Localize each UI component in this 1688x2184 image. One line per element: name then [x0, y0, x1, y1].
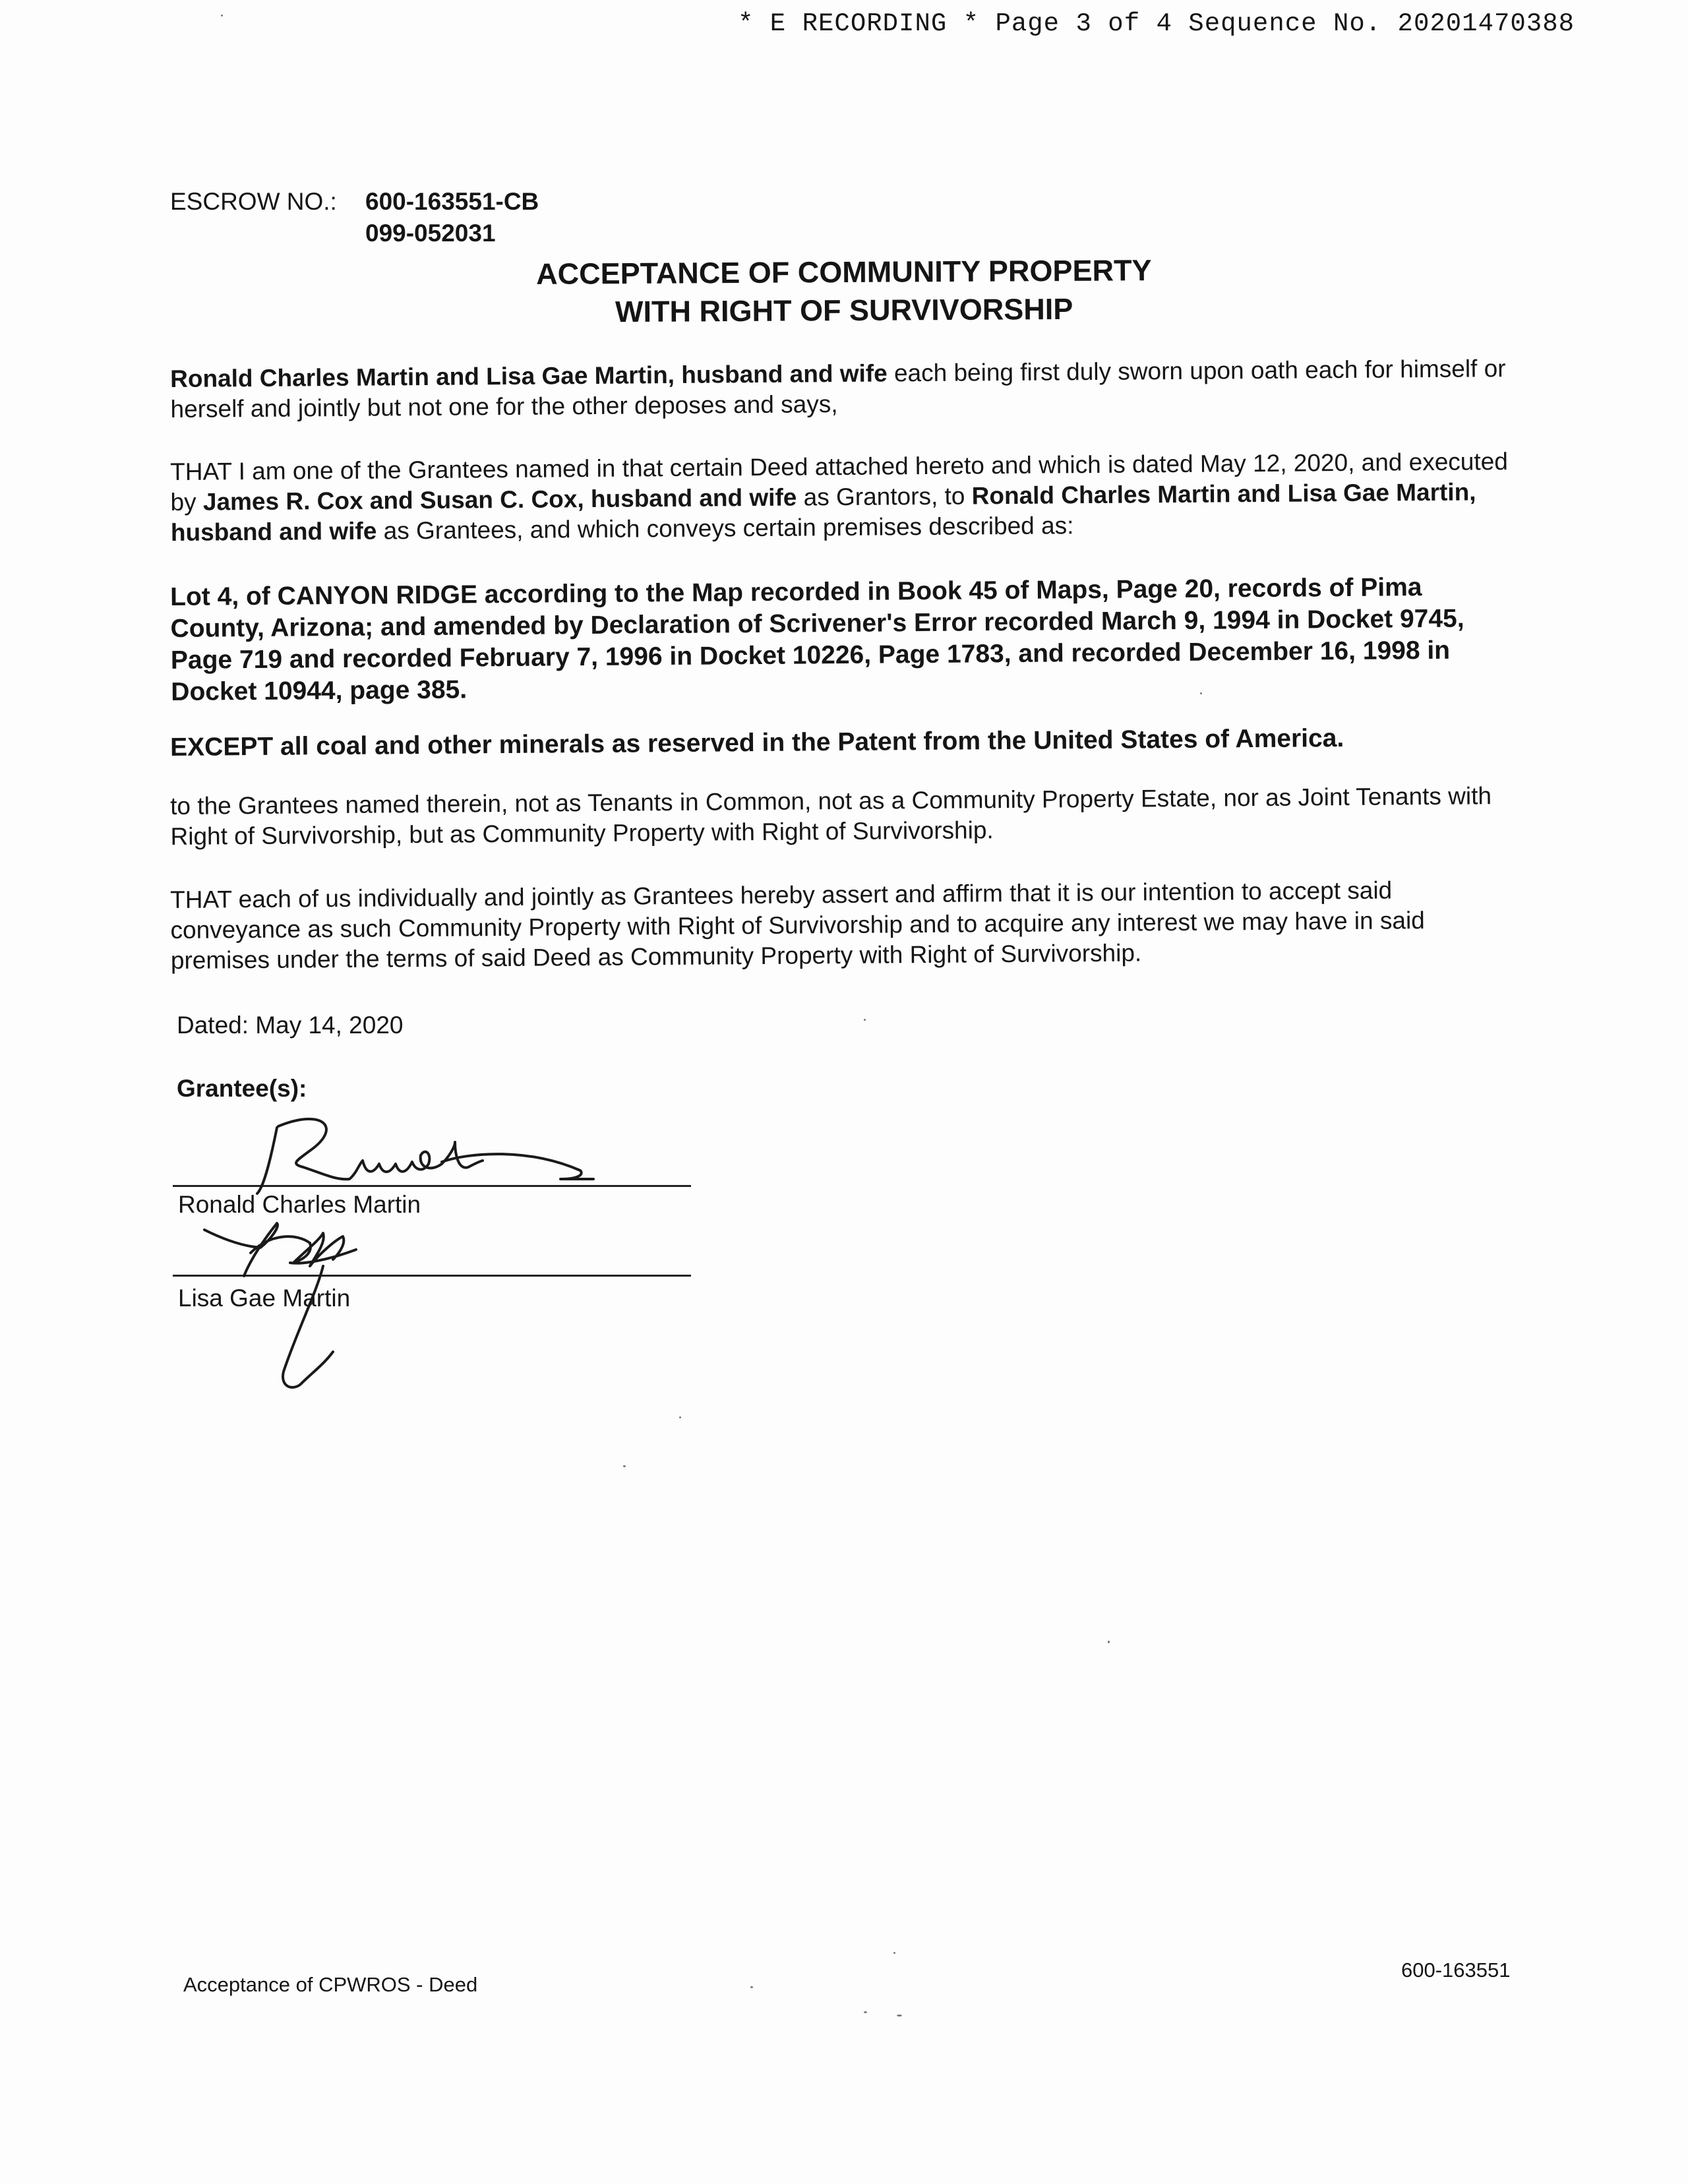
- scan-speck: [864, 1019, 866, 1021]
- grantees-names: Ronald Charles Martin and Lisa Gae Martin, husband and wife: [170, 478, 1476, 546]
- scan-speck: [864, 2011, 867, 2013]
- signature-ronald-martin: [251, 1101, 620, 1200]
- dated-line: Dated: May 14, 2020: [177, 1012, 404, 1039]
- escrow-label: ESCROW NO.:: [170, 188, 337, 215]
- scan-speck: [679, 1416, 681, 1418]
- scan-speck: [897, 2015, 902, 2017]
- scan-speck: [1108, 1641, 1110, 1643]
- mineral-exception: EXCEPT all coal and other minerals as reserved in the Patent from the United States of America.: [170, 724, 1344, 762]
- recording-stamp: * E RECORDING * Page 3 of 4 Sequence No. 20201470388: [738, 9, 1575, 38]
- paragraph-affirmation: THAT each of us individually and jointly as Grantees hereby assert and affirm that it is our intention to accept said conveyance as such Community Property with Right of Survivorship and to acquire any interest we may have in said premises under the terms of said Deed as Community Property with Right of Survivorship.: [170, 876, 1425, 974]
- paragraph-deed: [170, 446, 1509, 548]
- footer-escrow-number: 600-163551: [1401, 1958, 1511, 1982]
- document-title: [0, 248, 1688, 335]
- signer-name-1: Ronald Charles Martin: [178, 1191, 421, 1218]
- paragraph-affiants: [170, 353, 1509, 425]
- legal-description: Lot 4, of CANYON RIDGE according to the Map recorded in Book 45 of Maps, Page 20, records of Pima County, Arizona; and amended by Declaration of Scrivener's Error recorded March 9, 1994 in Docket 9745, Page 719 and recorded February 7, 1996 in Docket 10226, Page 1783, and recorded December 16, 1998 in Docket 10944, page 385.: [170, 573, 1464, 706]
- signature-lisa-martin: [198, 1213, 382, 1411]
- scan-speck: [893, 1952, 895, 1954]
- grantors-names: James R. Cox and Susan C. Cox, husband and wife: [202, 483, 797, 516]
- affiants-text: each being first duly sworn upon oath each for himself or herself and jointly but not one for the other deposes and says,: [170, 355, 1506, 423]
- scan-speck: [623, 1465, 626, 1467]
- scan-speck: [221, 15, 223, 16]
- escrow-number-secondary: 099-052031: [365, 220, 496, 247]
- scan-speck: [1200, 692, 1202, 694]
- footer-document-type: Acceptance of CPWROS - Deed: [183, 1973, 478, 1996]
- scan-speck: [750, 1986, 753, 1988]
- paragraph-tenancy: to the Grantees named therein, not as Tenants in Common, not as a Community Property Estate, nor as Joint Tenants with Right of Survivorship, but as Community Property with Right of Survivorship.: [170, 782, 1492, 850]
- deed-text-3: as Grantees, and which conveys certain premises described as:: [377, 512, 1074, 545]
- title-line-1: ACCEPTANCE OF COMMUNITY PROPERTY: [535, 253, 1152, 291]
- signer-name-2: Lisa Gae Martin: [178, 1285, 351, 1312]
- grantees-label: Grantee(s):: [177, 1075, 307, 1102]
- deed-text-2: as Grantors, to: [797, 482, 972, 511]
- escrow-number: 600-163551-CB: [365, 188, 539, 215]
- title-line-2: WITH RIGHT OF SURVIVORSHIP: [615, 291, 1073, 329]
- affiants-names: Ronald Charles Martin and Lisa Gae Martin, husband and wife: [170, 359, 888, 392]
- escrow-block: [170, 185, 539, 251]
- deed-text-1: THAT I am one of the Grantees named in that certain Deed attached hereto and which is dated May 12, 2020, and executed by: [170, 448, 1508, 516]
